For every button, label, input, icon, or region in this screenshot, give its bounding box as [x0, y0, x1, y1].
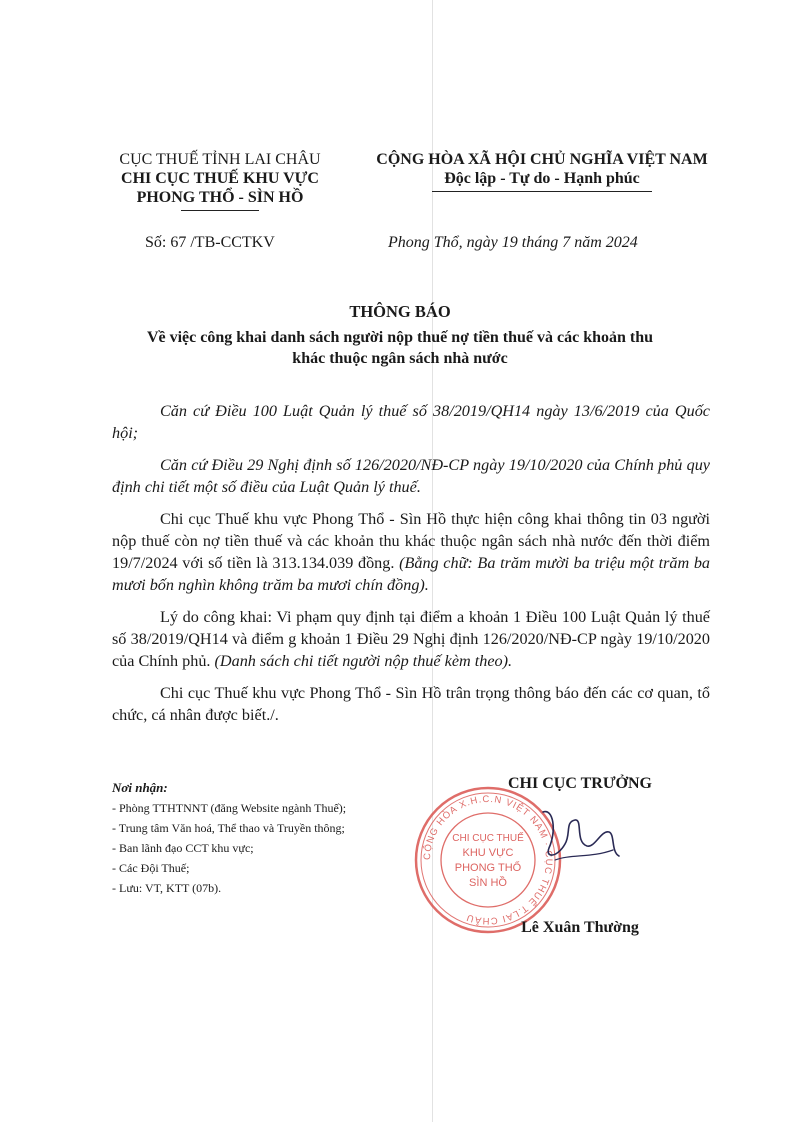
- recipients-heading: Nơi nhận:: [112, 780, 168, 795]
- recipient-item: - Các Đội Thuế;: [112, 861, 190, 875]
- agency-line-2: CHI CỤC THUẾ KHU VỰC: [121, 170, 319, 187]
- seal-line-2: KHU VỰC: [462, 847, 514, 859]
- seal-line-1: CHI CỤC THUẾ: [452, 833, 524, 844]
- signatory-title: CHI CỤC TRƯỞNG: [507, 775, 652, 792]
- handwritten-signature: [535, 800, 625, 875]
- motto-underline: [432, 191, 652, 192]
- recipients-block: [112, 778, 432, 898]
- amount-in-words: (Bằng chữ: Ba trăm mười ba triệu một trăm ba mươi bốn nghìn không trăm ba mươi chín đồng).: [112, 554, 711, 594]
- place-date: Phong Thổ, ngày 19 tháng 7 năm 2024: [388, 234, 638, 251]
- signatory-name: Lê Xuân Thường: [521, 919, 639, 936]
- seal-line-3: PHONG THỔ: [454, 862, 522, 874]
- agency-line-3: PHONG THỔ - SÌN HỒ: [136, 189, 304, 206]
- announcement-text: Chi cục Thuế khu vực Phong Thổ - Sìn Hồ thực hiện công khai thông tin 03 người nộp thuế còn nợ tiền thuế và các khoản thu khác thuộc ngân sách nhà nước đến thời điểm 19/7/2024 với số tiền là 313.134.039 đồng.: [112, 510, 710, 572]
- closing-paragraph: Chi cục Thuế khu vực Phong Thổ - Sìn Hồ trân trọng thông báo đến các cơ quan, tổ chức, cá nhân được biết./.: [112, 684, 710, 724]
- recipient-item: - Phòng TTHTNNT (đăng Website ngành Thuế);: [112, 801, 347, 815]
- document-title: THÔNG BÁO: [349, 302, 451, 321]
- document-number: Số: 67 /TB-CCTKV: [145, 234, 275, 251]
- announcement-paragraph: [112, 508, 710, 596]
- recipient-item: - Lưu: VT, KTT (07b).: [112, 881, 222, 895]
- agency-underline: [181, 210, 259, 211]
- national-motto: Độc lập - Tự do - Hạnh phúc: [444, 170, 640, 187]
- subtitle-line-1: Về việc công khai danh sách người nộp thuế nợ tiền thuế và các khoản thu: [146, 329, 654, 346]
- agency-line-1: CỤC THUẾ TỈNH LAI CHÂU: [119, 151, 321, 168]
- national-title: CỘNG HÒA XÃ HỘI CHỦ NGHĨA VIỆT NAM: [376, 151, 708, 168]
- seal-outer-text: CỘNG HÒA X.H.C.N VIỆT NAM · CỤC THUẾ T.LAI CHÂU: [421, 793, 555, 927]
- legal-basis-2: Căn cứ Điều 29 Nghị định số 126/2020/NĐ-CP ngày 19/10/2020 của Chính phủ quy định chi tiết một số điều của Luật Quản lý thuế.: [112, 456, 710, 496]
- reason-paragraph: [112, 606, 710, 672]
- attachment-note: (Danh sách chi tiết người nộp thuế kèm theo).: [214, 652, 513, 670]
- document-body: [112, 400, 710, 736]
- national-header: [352, 150, 732, 192]
- recipient-item: - Ban lãnh đạo CCT khu vực;: [112, 841, 254, 855]
- document-subtitle: [100, 327, 700, 369]
- agency-header: [90, 150, 350, 211]
- reason-text: Lý do công khai: Vi phạm quy định tại điểm a khoản 1 Điều 100 Luật Quản lý thuế số 38/2019/QH14 và điểm g khoản 1 Điều 29 Nghị định 126/2020/NĐ-CP ngày 19/10/2020 của Chính phủ.: [112, 608, 710, 670]
- subtitle-line-2: khác thuộc ngân sách nhà nước: [292, 350, 508, 367]
- legal-basis-1: Căn cứ Điều 100 Luật Quản lý thuế số 38/2019/QH14 ngày 13/6/2019 của Quốc hội;: [112, 402, 710, 442]
- recipient-item: - Trung tâm Văn hoá, Thể thao và Truyền thông;: [112, 821, 345, 835]
- seal-line-4: SÌN HỒ: [469, 877, 507, 889]
